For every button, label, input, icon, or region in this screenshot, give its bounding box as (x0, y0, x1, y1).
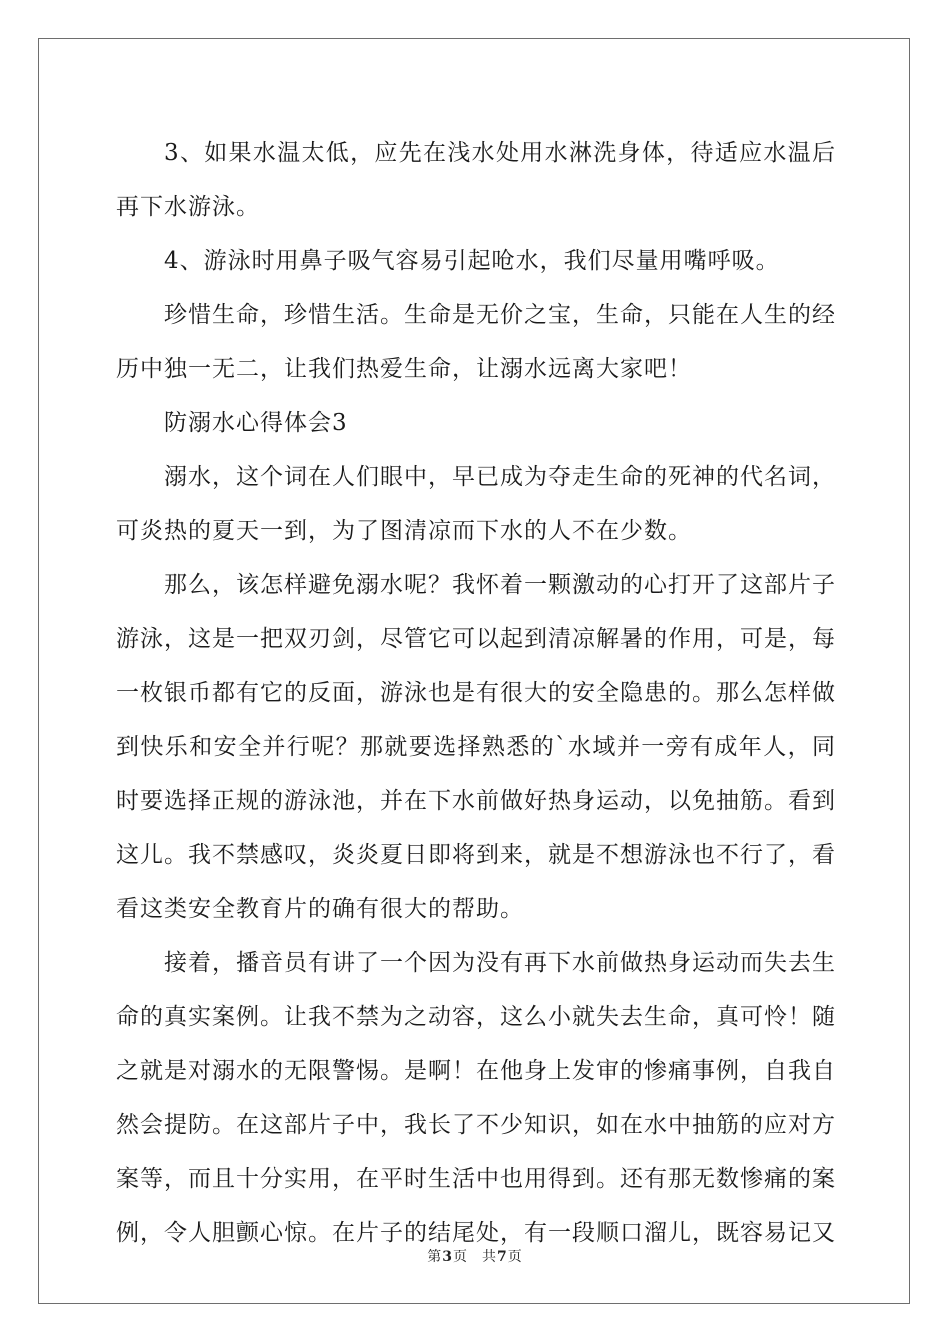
paragraph-3: 珍惜生命，珍惜生活。生命是无价之宝，生命，只能在人生的经历中独一无二，让我们热爱生命，让溺水远离大家吧！ (116, 302, 836, 382)
page-suffix: 页 (453, 1249, 468, 1265)
paragraph-6: 接着，播音员有讲了一个因为没有再下水前做热身运动而失去生命的真实案例。让我不禁为之动容，这么小就失去生命，真可怜！随之就是对溺水的无限警惕。是啊！在他身上发审的惨痛事例，自我自然会提防。在这部片子中，我长了不少知识，如在水中抽筋的应对方案等，而且十分实用，在平时生活中也用得到。还有那无数惨痛的案例，令人胆颤心惊。在片子的结尾处，有一段顺口溜儿，既容易记又 (116, 950, 836, 1246)
paragraph-2: 4、游泳时用鼻子吸气容易引起呛水，我们尽量用嘴呼吸。 (164, 248, 780, 274)
paragraph-1: 3、如果水温太低，应先在浅水处用水淋洗身体，待适应水温后再下水游泳。 (116, 140, 836, 220)
paragraph-5: 那么，该怎样避免溺水呢？我怀着一颗激动的心打开了这部片子游泳，这是一把双刃剑，尽管它可以起到清凉解暑的作用，可是，每一枚银币都有它的反面，游泳也是有很大的安全隐患的。那么怎样做到快乐和安全并行呢？那就要选择熟悉的`水域并一旁有成年人，同时要选择正规的游泳池，并在下水前做好热身运动，以免抽筋。看到这儿。我不禁感叹，炎炎夏日即将到来，就是不想游泳也不行了，看看这类安全教育片的确有很大的帮助。 (116, 572, 836, 922)
paragraph-4: 溺水，这个词在人们眼中，早已成为夺走生命的死神的代名词，可炎热的夏天一到，为了图清凉而下水的人不在少数。 (116, 464, 836, 544)
page-footer (0, 1246, 950, 1266)
page-prefix: 第 (427, 1249, 443, 1265)
current-page-number: 3 (442, 1249, 453, 1265)
section-heading: 防溺水心得体会3 (164, 410, 348, 436)
total-suffix: 页 (507, 1249, 523, 1265)
document-body (116, 126, 836, 1260)
total-prefix: 共 (482, 1249, 497, 1265)
total-page-number: 7 (497, 1249, 508, 1265)
